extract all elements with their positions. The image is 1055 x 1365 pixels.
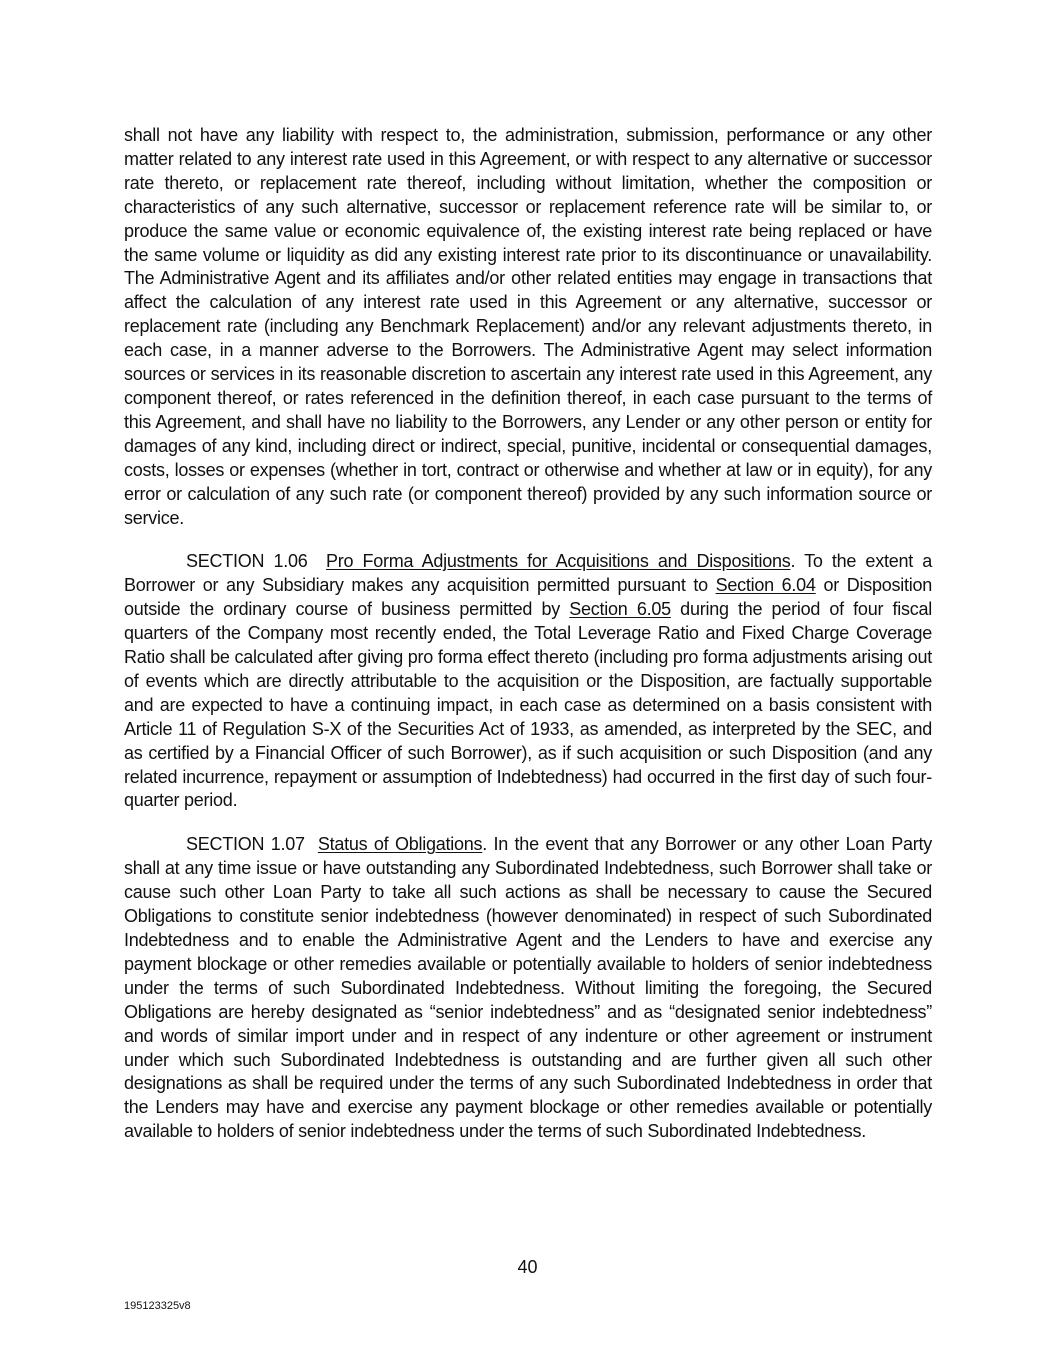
paragraph-continuation: shall not have any liability with respect to, the administration, submission, performance or any other matter related to any interest rate used in this Agreement, or with respect to any alternative or successor rate thereto, or replacement rate thereof, including without limitation, whether the composition or characteristics of any such alternative, successor or replacement reference rate will be similar to, or produce the same value or economic equivalence of, the existing interest rate being replaced or have the same volume or liquidity as did any existing interest rate prior to its discontinuance or unavailability. The Administrative Agent and its affiliates and/or other related entities may engage in transactions that affect the calculation of any interest rate used in this Agreement or any alternative, successor or replacement rate (including any Benchmark Replacement) and/or any relevant adjustments thereto, in each case, in a manner adverse to the Borrowers. The Administrative Agent may select information sources or services in its reasonable discretion to ascertain any interest rate used in this Agreement, any component thereof, or rates referenced in the definition thereof, in each case pursuant to the terms of this Agreement, and shall have no liability to the Borrowers, any Lender or any other person or entity for damages of any kind, including direct or indirect, special, punitive, incidental or consequential damages, costs, losses or expenses (whether in tort, contract or otherwise and whether at law or in equity), for any error or calculation of any such rate (or component thereof) provided by any such information source or service.: [124, 125, 932, 528]
section-text-part: during the period of four fiscal quarters of the Company most recently ended, the Total Leverage Ratio and Fixed Charge Coverage Ratio shall be calculated after giving pro forma effect thereto (including pro forma adjustments arising out of events which are directly attributable to the acquisition or the Disposition, are factually supportable and are expected to have a continuing impact, in each case as determined on a basis consistent with Article 11 of Regulation S-X of the Securities Act of 1933, as amended, as interpreted by the SEC, and as certified by a Financial Officer of such Borrower), as if such acquisition or such Disposition (and any related incurrence, repayment or assumption of Indebtedness) had occurred in the first day of such four-quarter period.: [124, 599, 932, 811]
section-text-part: . In the event that any Borrower or any other Loan Party shall at any time issue or have outstanding any Subordinated Indebtedness, such Borrower shall take or cause such other Loan Party to take all such actions as shall be necessary to cause the Secured Obligations to constitute senior indebtedness (however denominated) in respect of such Subordinated Indebtedness and to enable the Administrative Agent and the Lenders to have and exercise any payment blockage or other remedies available or potentially available to holders of senior indebtedness under the terms of such Subordinated Indebtedness. Without limiting the foregoing, the Secured Obligations are hereby designated as “senior indebtedness” and as “designated senior indebtedness” and words of similar import under and in respect of any indenture or other agreement or instrument under which such Subordinated Indebtedness is outstanding and are further given all such other designations as shall be required under the terms of any such Subordinated Indebtedness in order that the Lenders may have and exercise any payment blockage or other remedies available or potentially available to holders of senior indebtedness under the terms of such Subordinated Indebtedness.: [124, 834, 932, 1142]
document-body: [124, 124, 932, 1164]
section-heading: Status of Obligations: [317, 834, 483, 855]
section-text-part: . To the extent a Borrower or any Subsidiary makes any acquisition permitted pursuant to: [124, 551, 932, 596]
document-id: 195123325v8: [124, 1300, 191, 1312]
section-heading: Pro Forma Adjustments for Acquisitions and Dispositions: [326, 551, 791, 572]
section-text-part: or Disposition outside the ordinary course of business permitted by: [124, 575, 933, 620]
page-number: 40: [517, 1257, 538, 1277]
section-reference-link[interactable]: Section 6.05: [569, 599, 671, 620]
section-1-06: [124, 550, 932, 813]
section-number: SECTION 1.07: [186, 834, 305, 855]
section-number: SECTION 1.06: [186, 551, 308, 572]
section-reference-link[interactable]: Section 6.04: [715, 575, 816, 596]
section-1-07: [124, 833, 932, 1144]
